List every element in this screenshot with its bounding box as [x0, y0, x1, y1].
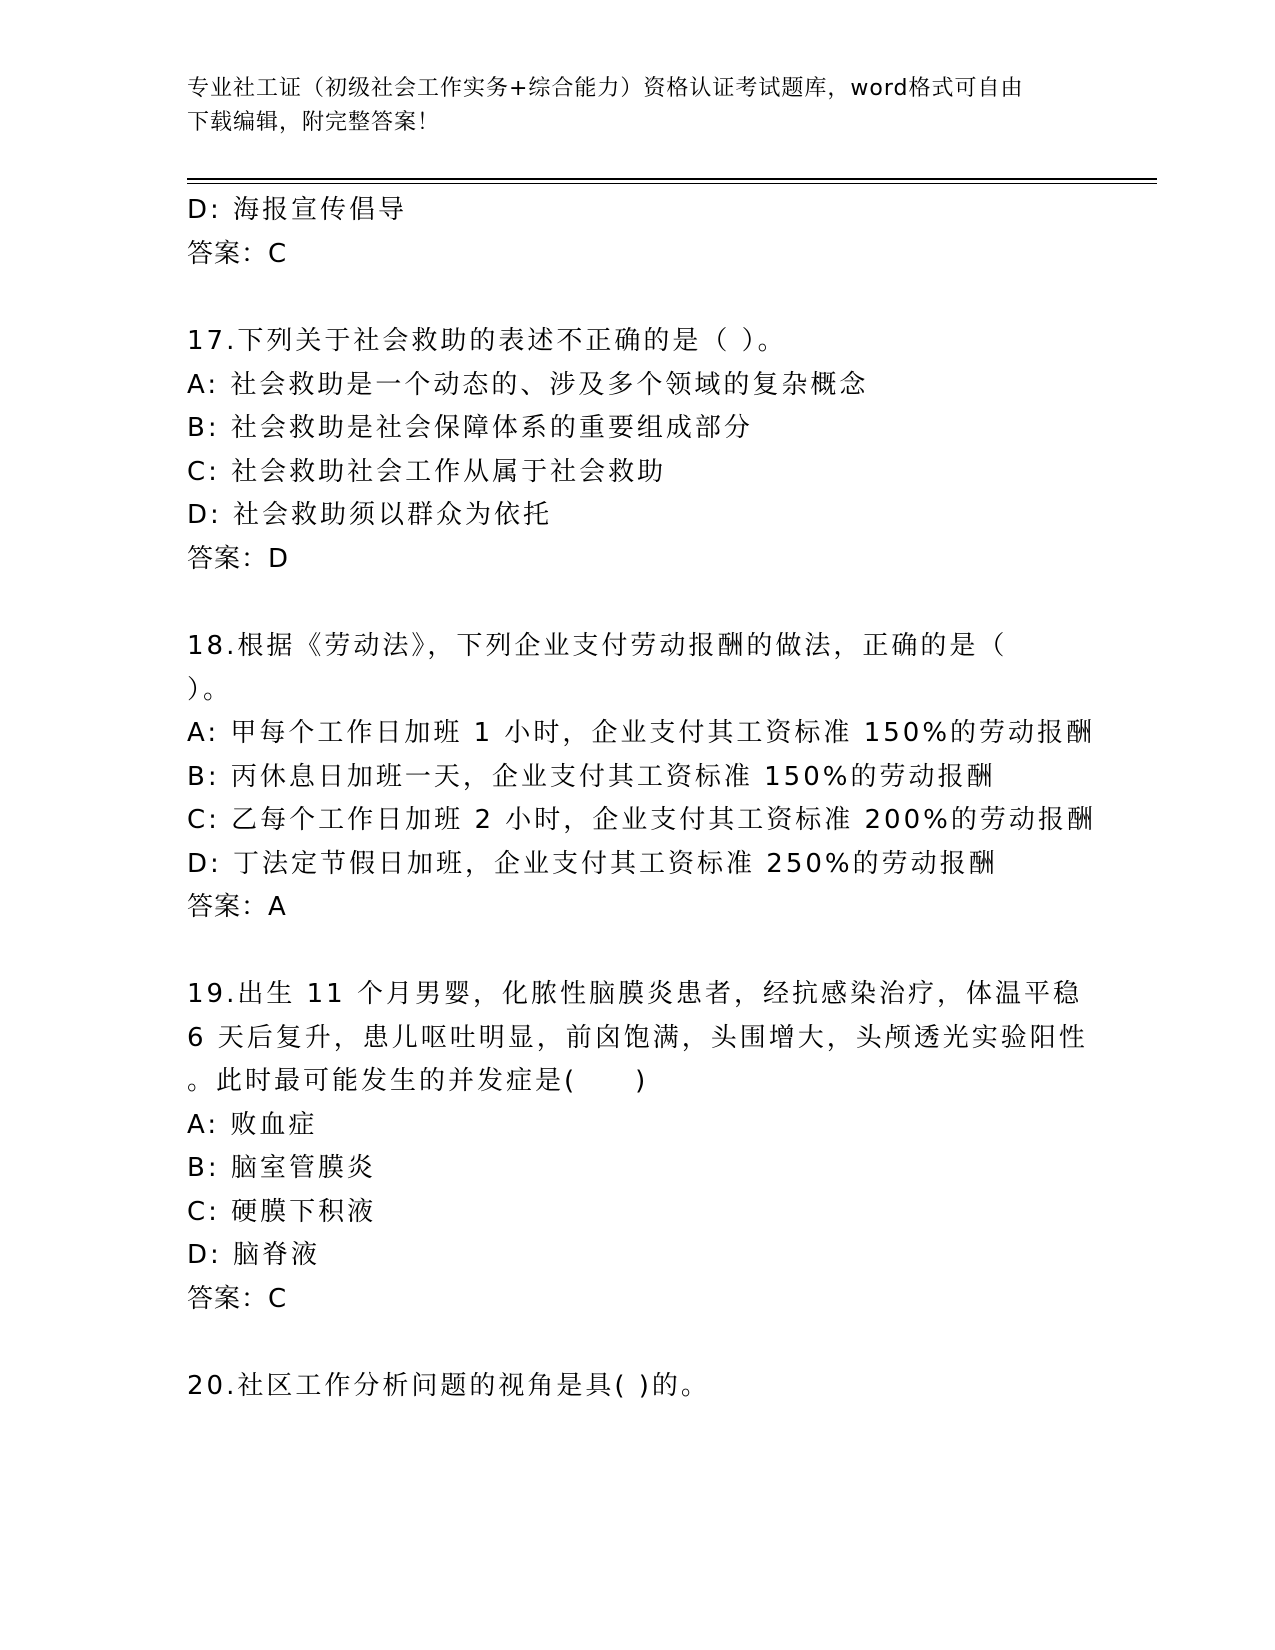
document-header	[187, 72, 1087, 140]
option-d-q18: D: 丁法定节假日加班，企业支付其工资标准 250%的劳动报酬	[187, 849, 998, 879]
option-a-q17: A: 社会救助是一个动态的、涉及多个领域的复杂概念	[187, 370, 869, 400]
option-c-q18: C: 乙每个工作日加班 2 小时，企业支付其工资标准 200%的劳动报酬	[187, 805, 1096, 835]
question-18-cont: ）。	[187, 675, 233, 705]
option-c-q17: C: 社会救助社会工作从属于社会救助	[187, 457, 667, 487]
option-a-q18: A: 甲每个工作日加班 1 小时，企业支付其工资标准 150%的劳动报酬	[187, 718, 1096, 748]
question-19: 19.出生 11 个月男婴，化脓性脑膜炎患者，经抗感染治疗，体温平稳	[187, 979, 1082, 1009]
header-line-2: 下载编辑，附完整答案！	[187, 110, 441, 135]
header-line-1: 专业社工证（初级社会工作实务+综合能力）资格认证考试题库，word格式可自由	[187, 76, 1024, 101]
answer-q19: 答案：C	[187, 1284, 288, 1314]
option-b-q19: B: 脑室管膜炎	[187, 1153, 376, 1183]
question-19-cont-2: 。此时最可能发生的并发症是( )	[187, 1066, 649, 1096]
option-b-q17: B: 社会救助是社会保障体系的重要组成部分	[187, 413, 753, 443]
question-17: 17.下列关于社会救助的表述不正确的是（ ）。	[187, 326, 787, 356]
answer-q18: 答案：A	[187, 892, 287, 922]
option-d-q16: D: 海报宣传倡导	[187, 195, 408, 225]
question-20: 20.社区工作分析问题的视角是具( )的。	[187, 1371, 710, 1401]
answer-q16: 答案：C	[187, 239, 288, 269]
question-18: 18.根据《劳动法》，下列企业支付劳动报酬的做法，正确的是（	[187, 631, 1008, 661]
option-d-q19: D: 脑脊液	[187, 1240, 321, 1270]
answer-q17: 答案：D	[187, 544, 290, 574]
option-d-q17: D: 社会救助须以群众为依托	[187, 500, 553, 530]
option-b-q18: B: 丙休息日加班一天，企业支付其工资标准 150%的劳动报酬	[187, 762, 996, 792]
question-19-cont-1: 6 天后复升，患儿呕吐明显，前囟饱满，头围增大，头颅透光实验阳性	[187, 1023, 1088, 1053]
header-divider-thin	[187, 183, 1157, 184]
option-a-q19: A: 败血症	[187, 1110, 318, 1140]
option-c-q19: C: 硬膜下积液	[187, 1197, 377, 1227]
header-divider-thick	[187, 178, 1157, 180]
